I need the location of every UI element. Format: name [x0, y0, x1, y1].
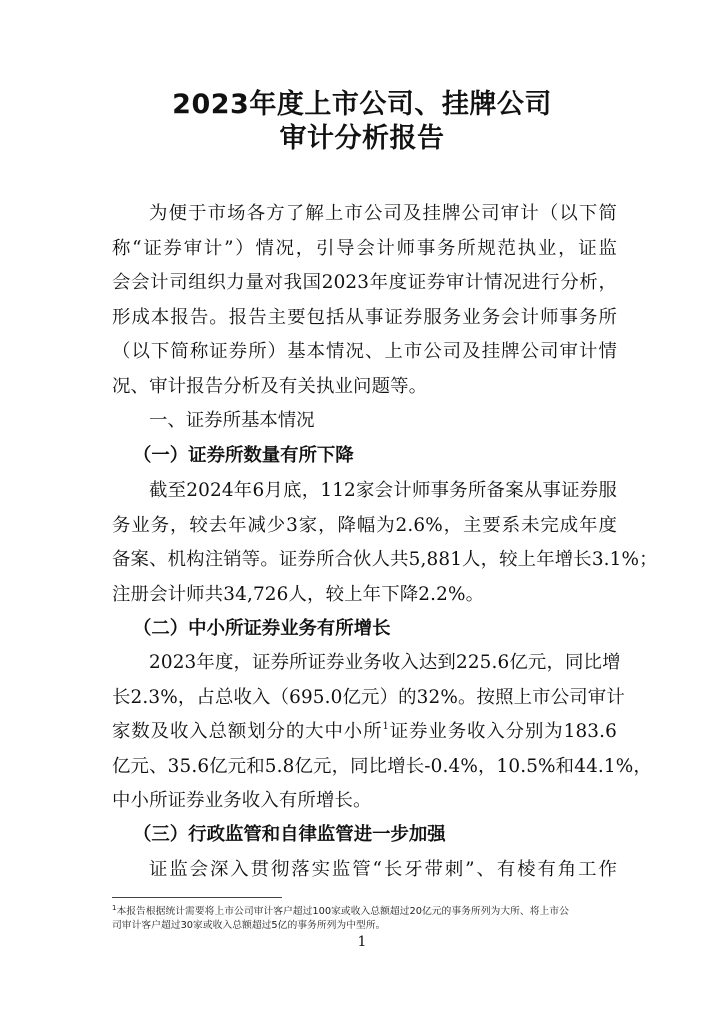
paragraph-line [112, 715, 617, 750]
paragraph-line: 2023年度，证券所证券业务收入达到225.6亿元，同比增 [149, 652, 621, 673]
paragraph-line: 中小所证券业务收入有所增长。 [112, 790, 372, 812]
paragraph-line: 长2.3%，占总收入（695.0亿元）的32%。按照上市公司审计 [112, 686, 625, 708]
intro-paragraph [112, 197, 617, 405]
intro-line: 形成本报告。报告主要包括从事证券服务业务会计师事务所 [112, 306, 617, 328]
subsection-heading: （一）证券所数量有所下降 [133, 445, 354, 466]
document-title-line-1: 2023年度上市公司、挂牌公司 [172, 89, 552, 120]
footnote-line [112, 905, 617, 919]
footnote-marker: 1 [112, 904, 117, 912]
subsection-heading: （二）中小所证券业务有所增长 [133, 618, 391, 639]
footnote-line: 司审计客户超过30家或收入总额超过5亿的事务所列为中型所。 [112, 920, 386, 931]
paragraph-line: 注册会计师共34,726人，较上年下降2.2%。 [112, 583, 485, 605]
subsection-1-paragraph [112, 474, 658, 612]
page-number: 1 [357, 934, 367, 950]
footnote [112, 905, 617, 933]
paragraph-line: 备案、机构注销等。证券所合伙人共5,881人，较上年增长3.1%； [112, 549, 658, 571]
subsection-2-paragraph [112, 646, 652, 819]
footnote-divider [112, 897, 282, 898]
paragraph-text: 家数及收入总额划分的大中小所 [112, 721, 383, 743]
intro-line: 为便于市场各方了解上市公司及挂牌公司审计（以下简 [149, 203, 617, 224]
subsection-heading: （三）行政监管和自律监管进一步加强 [133, 824, 446, 845]
document-title-line-2: 审计分析报告 [279, 123, 445, 154]
paragraph-line: 截至2024年6月底，112家会计师事务所备案从事证券服 [149, 480, 617, 501]
intro-line: 会会计司组织力量对我国2023年度证券审计情况进行分析， [112, 272, 617, 294]
paragraph-line: 务业务，较去年减少3家，降幅为2.6%，主要系未完成年度 [112, 514, 617, 536]
intro-line: 况、审计报告分析及有关执业问题等。 [112, 375, 428, 397]
footnote-reference[interactable]: 1 [382, 721, 389, 733]
section-heading: 一、证券所基本情况 [149, 410, 315, 431]
paragraph-line: 证监会深入贯彻落实监管“长牙带刺”、有棱有角工作 [149, 859, 617, 880]
intro-line: 称“证券审计”）情况，引导会计师事务所规范执业，证监 [112, 237, 617, 259]
footnote-text: 本报告根据统计需要将上市公司审计客户超过100家或收入总额超过20亿元的事务所列为大所、将上市公 [116, 906, 569, 917]
paragraph-text: 证券业务收入分别为183.6 [388, 721, 618, 743]
subsection-3-paragraph [112, 853, 617, 888]
intro-line: （以下简称证券所）基本情况、上市公司及挂牌公司审计情 [112, 341, 617, 363]
paragraph-line: 亿元、35.6亿元和5.8亿元，同比增长-0.4%，10.5%和44.1%， [112, 755, 652, 777]
